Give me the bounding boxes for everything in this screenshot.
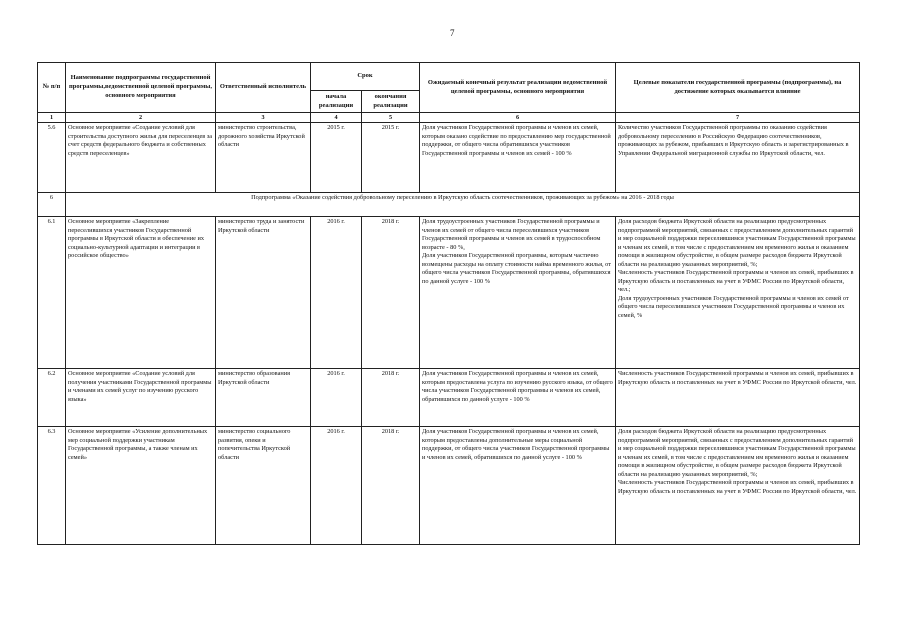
- column-number: 4: [311, 113, 362, 123]
- row-name: Основное мероприятие «Создание условий для строительства доступного жилья для переселенцев за счет средств федерального бюджета и собственных средств переселенцев»: [66, 123, 216, 193]
- row-indicators: Численность участников Государственной программы и членов их семей, прибывших в Иркутскую область и поставленных на учет в УФМС России по Иркутской области, чел.: [616, 369, 860, 427]
- header-executor: Ответственный исполнитель: [216, 63, 311, 113]
- row-result: Доля трудоустроенных участников Государственной программы и членов их семей от общего числа переселившихся участников Государственной программы и членов их семей в трудоспособном возрасте - 80 %, Доля участников Государственной программы, которым частично возмещены расходы на оплату стоимости найма временного жилья, от общего числа участников Государственной программы, обратившихся по данной услуге - 100 %: [420, 217, 616, 369]
- row-start: 2015 г.: [311, 123, 362, 193]
- row-indicators: Количество участников Государственной программы по оказанию содействия добровольному переселению в Российскую Федерацию соотечественников, проживающих за рубежом, прибывших в Иркутскую область и зарегистрированных в Управлении Федеральной миграционной службы по Иркутской области, чел.: [616, 123, 860, 193]
- row-end: 2015 г.: [362, 123, 420, 193]
- row-result: Доля участников Государственной программы и членов их семей, которым предоставлены дополнительные меры социальной поддержки, от общего числа участников Государственной программы и членов их семей, обратившихся по данной услуге - 100 %: [420, 427, 616, 545]
- row-num: 6.1: [38, 217, 66, 369]
- row-end: 2018 г.: [362, 369, 420, 427]
- row-num: 6.2: [38, 369, 66, 427]
- column-number: 1: [38, 113, 66, 123]
- table-row: [38, 123, 860, 193]
- header-end: окончания реализации: [362, 91, 420, 113]
- row-start: 2016 г.: [311, 217, 362, 369]
- row-indicators: Доля расходов бюджета Иркутской области на реализацию предусмотренных подпрограммой мероприятий, связанных с предоставлением дополнительных гарантий и мер социальной поддержки переселившимся участникам Государственной программы и членам их семей, в том числе с предоставлением им временного жилья и оказанием помощи в жилищном обустройстве, в общем размере расходов бюджета Иркутской области на реализацию указанных мероприятий, %; Численность участников Государственной программы и членов их семей, прибывших в Иркутскую область и поставленных на учет в УФМС России по Иркутской области, чел.: [616, 427, 860, 545]
- header-name: Наименование подпрограммы государственной программы,ведомственной целевой программы, основного мероприятия: [66, 63, 216, 113]
- row-num: 6.3: [38, 427, 66, 545]
- column-number: 7: [616, 113, 860, 123]
- header-result: Ожидаемый конечный результат реализации ведомственной целевой программы, основного мероприятия: [420, 63, 616, 113]
- column-number: 5: [362, 113, 420, 123]
- subprogram-title: Подпрограмма «Оказание содействия добровольному переселению в Иркутскую область соотечественников, проживающих за рубежом» на 2016 - 2018 годы: [66, 193, 860, 217]
- row-end: 2018 г.: [362, 217, 420, 369]
- row-executor: министерство образования Иркутской области: [216, 369, 311, 427]
- row-start: 2016 г.: [311, 427, 362, 545]
- subprogram-row: [38, 193, 860, 217]
- row-executor: министерство труда и занятости Иркутской области: [216, 217, 311, 369]
- table-row: [38, 427, 860, 545]
- table-row: [38, 369, 860, 427]
- table-row: [38, 217, 860, 369]
- row-executor: министерство строительства, дорожного хозяйства Иркутской области: [216, 123, 311, 193]
- row-result: Доля участников Государственной программы и членов их семей, которым предоставлена услуга по изучению русского языка, от общего числа участников Государственной программы и членов их семей, обратившихся по данной услуге - 100 %: [420, 369, 616, 427]
- row-result: Доля участников Государственной программы и членов их семей, которым оказано содействие по предоставлению мер государственной поддержки, от общего числа обратившихся участников Государственной программы и членов их семей - 100 %: [420, 123, 616, 193]
- header-start: начала реализации: [311, 91, 362, 113]
- row-end: 2018 г.: [362, 427, 420, 545]
- column-number: 6: [420, 113, 616, 123]
- page-number: 7: [450, 28, 455, 38]
- column-number: 3: [216, 113, 311, 123]
- subprogram-num: 6: [38, 193, 66, 217]
- row-name: Основное мероприятие «Создание условий для получения участниками Государственной программы и членами их семей услуг по изучению русского языка»: [66, 369, 216, 427]
- column-number-row: [38, 113, 860, 123]
- row-num: 5.6: [38, 123, 66, 193]
- header-indicators: Целевые показатели государственной программы (подпрограммы), на достижение которых оказывается влияние: [616, 63, 860, 113]
- program-table: [37, 62, 860, 545]
- row-name: Основное мероприятие «Усиление дополнительных мер социальной поддержки участникам Государственной программы, а также членам их семей»: [66, 427, 216, 545]
- row-executor: министерство социального развития, опеки и попечительства Иркутской области: [216, 427, 311, 545]
- header-num: № п/п: [38, 63, 66, 113]
- row-start: 2016 г.: [311, 369, 362, 427]
- header-term: Срок: [311, 63, 420, 91]
- header-row: [38, 63, 860, 91]
- column-number: 2: [66, 113, 216, 123]
- row-indicators: Доля расходов бюджета Иркутской области на реализацию предусмотренных подпрограммой мероприятий, связанных с предоставлением дополнительных гарантий и мер социальной поддержки переселившимся участникам Государственной программы и членам их семей, в том числе с предоставлением им временного жилья и оказанием помощи в жилищном обустройстве, в общем размере расходов бюджета Иркутской области на реализацию указанных мероприятий, %; Численность участников Государственной программы и членов их семей, прибывших в Иркутскую область и поставленных на учет в УФМС России по Иркутской области, чел.; Доля трудоустроенных участников Государственной программы и членов их семей от общего числа переселившихся участников Государственной программы и членов их семей, %: [616, 217, 860, 369]
- row-name: Основное мероприятие «Закрепление переселившихся участников Государственной программы в Иркутской области и обеспечение их социально-культурной адаптации и интеграции в российское общество»: [66, 217, 216, 369]
